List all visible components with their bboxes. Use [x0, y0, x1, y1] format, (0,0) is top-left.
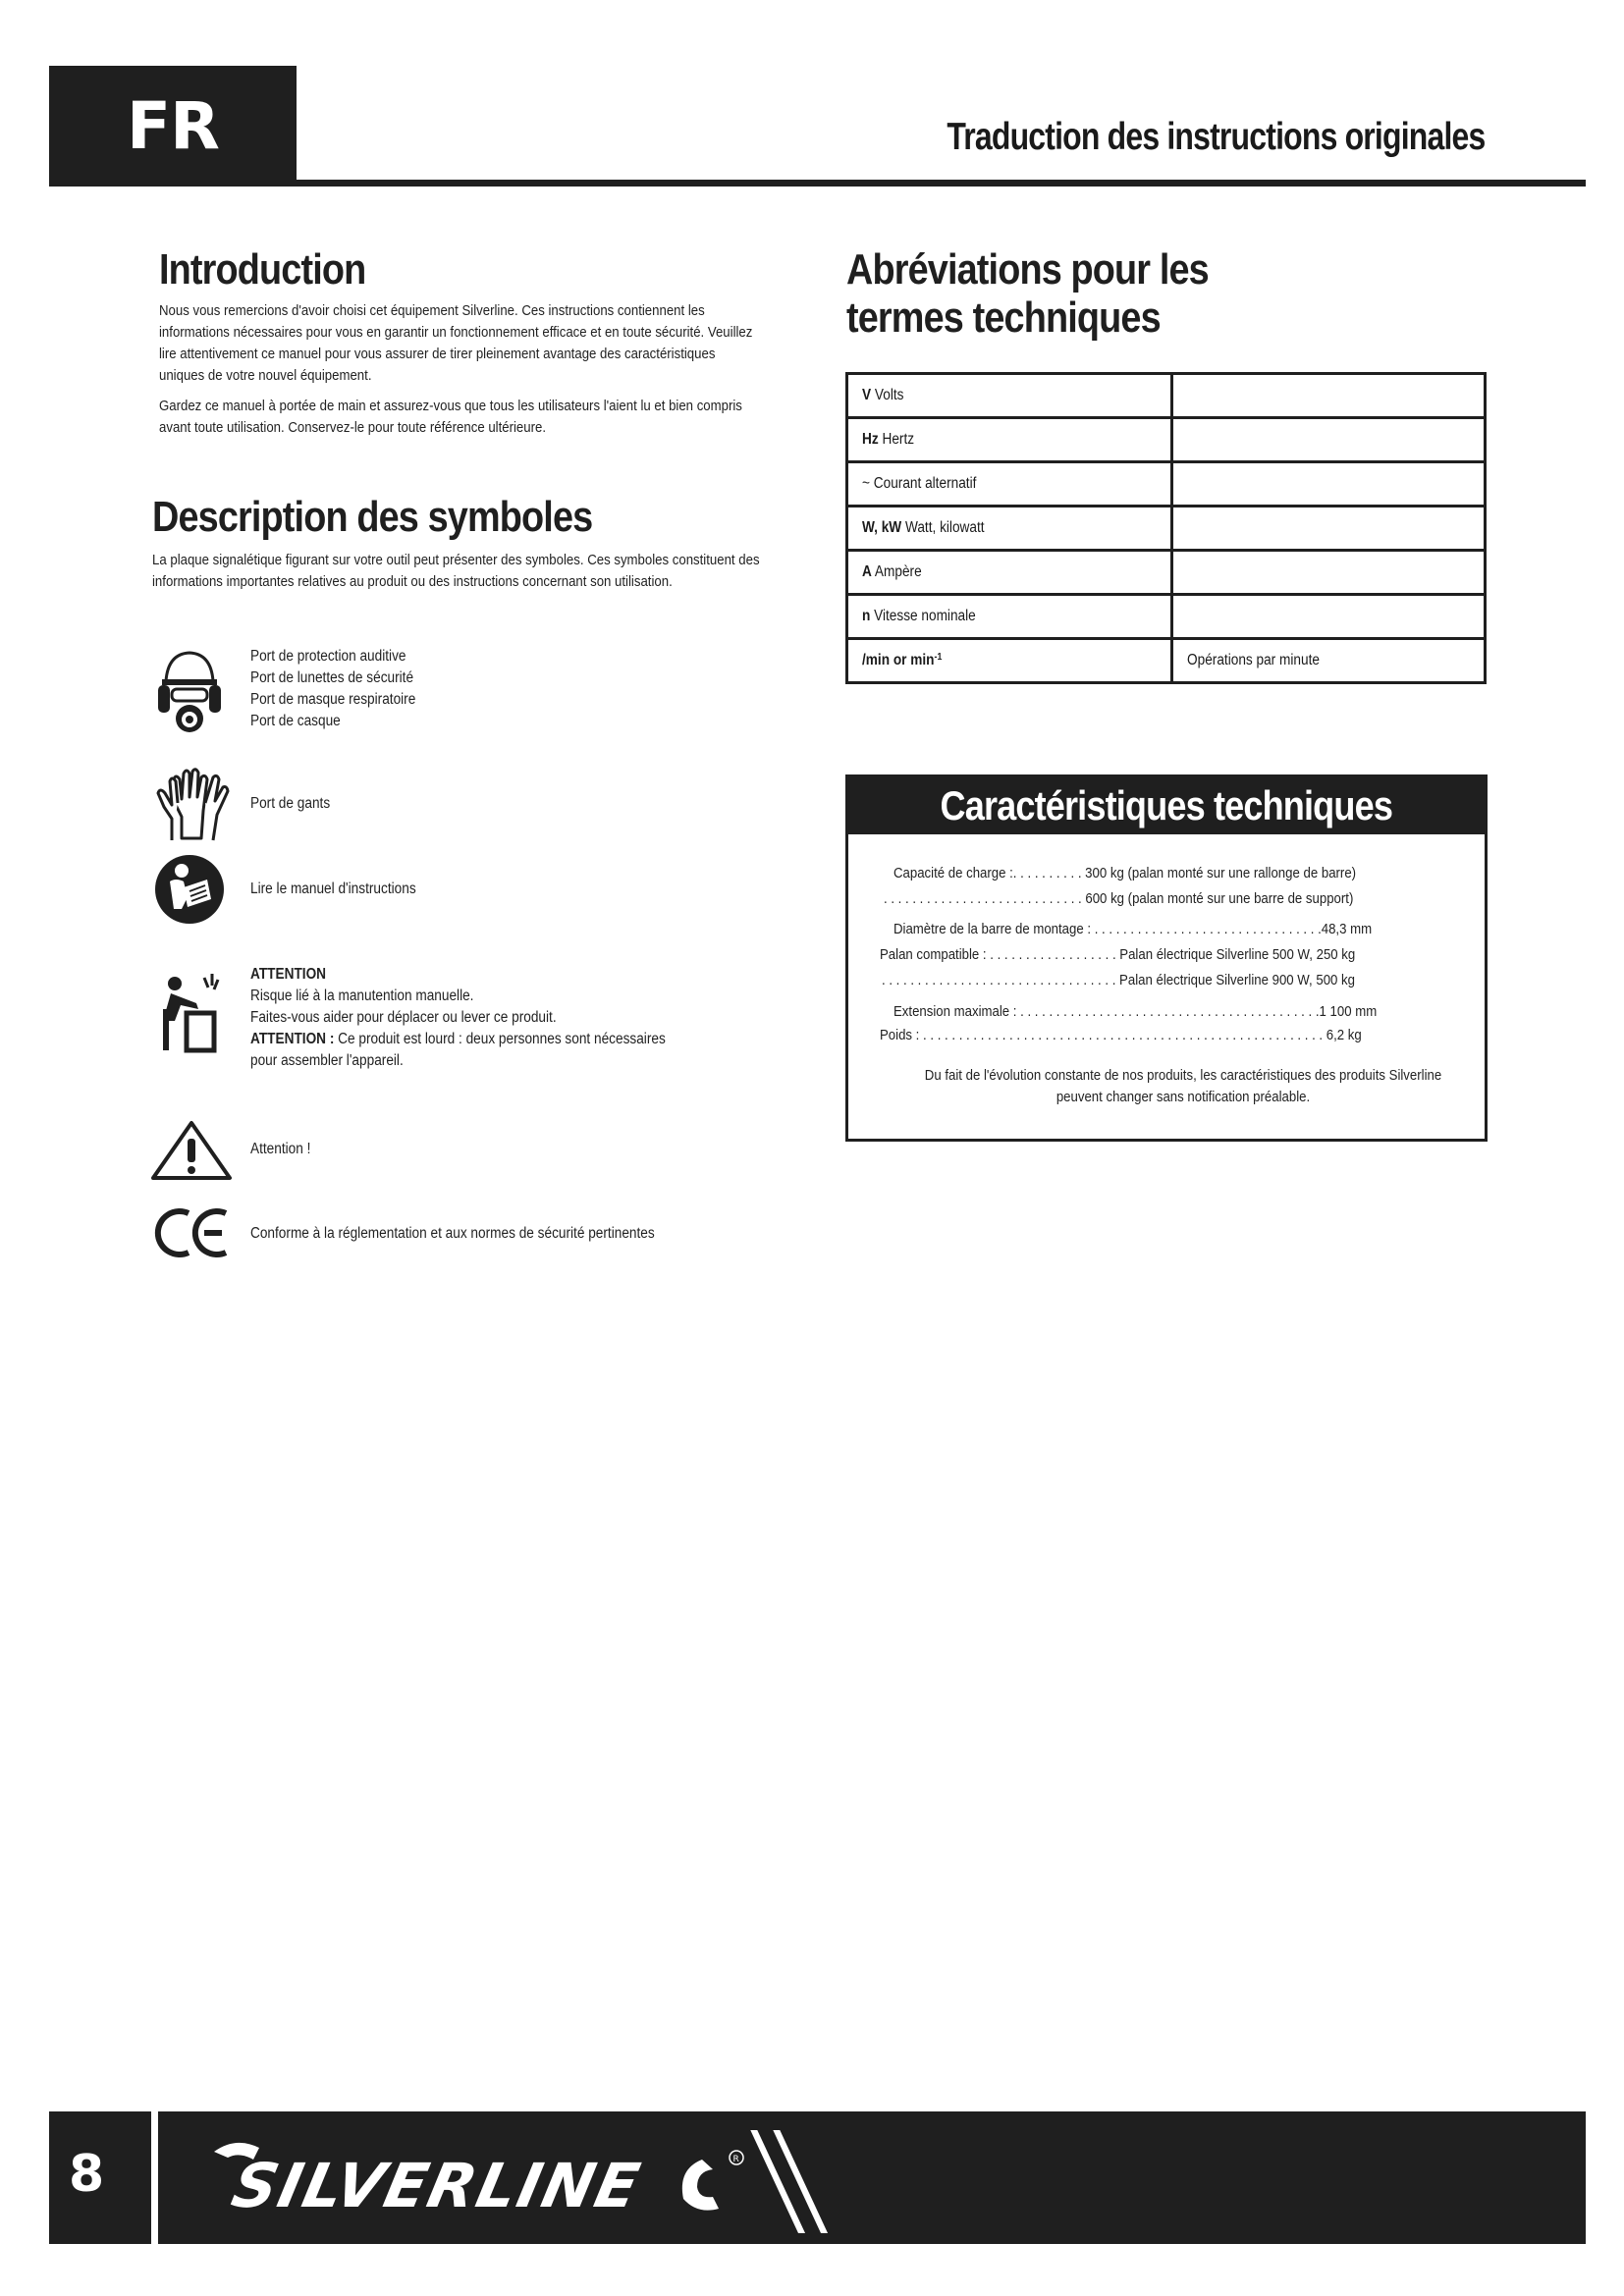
header-rule — [49, 180, 1586, 187]
abbr-code: V — [862, 387, 872, 403]
symbol-ppe-line-1: Port de protection auditive — [250, 648, 406, 665]
ce-mark-icon — [153, 1207, 232, 1258]
symbols-intro-paragraph: La plaque signalétique figurant sur votre outil peut présenter des symboles. Ces symboles constituent des informations importantes relatives au produit ou des instructions concernant son utilisation. — [152, 552, 760, 590]
spec-line-max-extension: Extension maximale : . . . . . . . . . . . . . . . . . . . . . . . . . . . . . . . . . . . . . . . . . .1 100 mm — [893, 1003, 1378, 1020]
symbol-ppe-line-4: Port de casque — [250, 713, 341, 729]
symbol-gloves-line-1: Port de gants — [250, 795, 331, 812]
abbr-code: Hz — [862, 431, 879, 448]
abbr-code: n — [862, 608, 871, 624]
table-row — [847, 418, 1486, 462]
specs-note: Du fait de l'évolution constante de nos produits, les caractéristiques des produits Silverline peuvent changer sans notification préalable. — [924, 1067, 1442, 1105]
spec-line-weight: Poids : . . . . . . . . . . . . . . . . . . . . . . . . . . . . . . . . . . . . . . . . . . . . . . . . . . . . . . . . 6,2 kg — [880, 1027, 1362, 1043]
symbol-ppe-line-2: Port de lunettes de sécurité — [250, 669, 414, 686]
abbreviations-heading-line-2: termes techniques — [846, 294, 1161, 342]
logo-wordmark: SILVERLINE — [226, 2150, 648, 2221]
abbr-code: /min or min — [862, 652, 935, 669]
table-row — [847, 462, 1486, 507]
warning-triangle-icon — [149, 1119, 234, 1182]
abbr-text: Hertz — [878, 431, 915, 448]
ppe-helmet-icon — [154, 648, 225, 738]
specs-heading-text: Caractéristiques techniques — [940, 782, 1393, 828]
abbr-right: Opérations par minute — [1187, 652, 1320, 668]
silverline-logo — [206, 2130, 835, 2233]
page-title: Traduction des instructions originales — [946, 116, 1485, 158]
introduction-paragraph-2: Gardez ce manuel à portée de main et assurez-vous que tous les utilisateurs l'aient lu et bien compris avant toute utilisation. Conservez-le pour toute référence ultérieure. — [159, 398, 742, 436]
abbr-text: Vitesse nominale — [870, 608, 976, 624]
page-number: 8 — [69, 2145, 105, 2204]
abbreviations-heading — [846, 245, 1209, 342]
language-code: FR — [127, 87, 219, 164]
symbol-warning-text — [250, 1139, 310, 1160]
spec-line-load-capacity: Capacité de charge :. . . . . . . . . . 300 kg (palan monté sur une rallonge de barre) — [893, 865, 1357, 881]
symbol-handling-title: ATTENTION — [250, 966, 327, 983]
symbol-gloves-text — [250, 793, 330, 815]
abbr-code: W, kW — [862, 519, 902, 536]
table-row — [847, 595, 1486, 639]
abbr-text: ~ Courant alternatif — [862, 475, 977, 492]
introduction-paragraph-1: Nous vous remercions d'avoir choisi cet équipement Silverline. Ces instructions contiennent les informations nécessaires pour vous en garantir un fonctionnement efficace et en toute sécurité. Veuillez lire attentivement ce manuel pour vous assurer de tirer pleinement avantage des caractéristiques uniques de votre nouvel équipement. — [159, 302, 753, 384]
symbol-ce-text — [250, 1223, 655, 1245]
symbol-handling-text — [250, 964, 666, 1072]
symbol-handling-line-2: Faites-vous aider pour déplacer ou lever ce produit. — [250, 1009, 557, 1026]
abbr-text: Volts — [871, 387, 904, 403]
symbol-handling-line-3: Ce produit est lourd : deux personnes sont nécessaires — [334, 1031, 666, 1047]
abbreviations-table — [845, 372, 1487, 684]
abbreviations-heading-line-1: Abréviations pour les — [846, 245, 1209, 294]
symbols-heading: Description des symboles — [152, 493, 593, 541]
svg-text:R: R — [732, 2155, 739, 2164]
symbol-ce-line-1: Conforme à la réglementation et aux normes de sécurité pertinentes — [250, 1225, 655, 1242]
symbol-manual-line-1: Lire le manuel d'instructions — [250, 881, 416, 897]
read-manual-icon — [154, 854, 225, 925]
spec-line-compatible-hoist-2: . . . . . . . . . . . . . . . . . . . . . . . . . . . . . . . . . Palan électrique Silverline 900 W, 500 kg — [882, 972, 1355, 988]
abbr-text: Watt, kilowatt — [901, 519, 985, 536]
spec-line-load-capacity-2: . . . . . . . . . . . . . . . . . . . . . . . . . . . . 600 kg (palan monté sur une barre de support) — [884, 890, 1354, 907]
manual-handling-icon — [155, 970, 224, 1054]
symbol-handling-attention: ATTENTION : — [250, 1031, 335, 1047]
spec-line-bar-diameter: Diamètre de la barre de montage : . . . . . . . . . . . . . . . . . . . . . . . . . . . . . . . .48,3 mm — [893, 921, 1373, 937]
symbol-handling-line-4: pour assembler l'appareil. — [250, 1052, 404, 1069]
abbr-code: A — [862, 563, 872, 580]
table-row — [847, 374, 1486, 418]
symbol-ppe-line-3: Port de masque respiratoire — [250, 691, 416, 708]
language-badge — [49, 66, 297, 186]
spec-line-compatible-hoist: Palan compatible : . . . . . . . . . . . . . . . . . . Palan électrique Silverline 500 W, 250 kg — [880, 946, 1356, 963]
symbol-manual-text — [250, 879, 416, 900]
table-row — [847, 551, 1486, 595]
table-row — [847, 507, 1486, 551]
symbol-handling-line-1: Risque lié à la manutention manuelle. — [250, 988, 474, 1004]
abbr-superscript: -1 — [934, 651, 943, 663]
specs-heading — [848, 777, 1485, 834]
symbol-warning-line-1: Attention ! — [250, 1141, 311, 1157]
gloves-icon — [152, 768, 233, 842]
table-row — [847, 639, 1486, 683]
abbr-text: Ampère — [871, 563, 922, 580]
introduction-heading: Introduction — [159, 245, 366, 294]
footer-separator — [151, 2111, 158, 2244]
symbol-ppe-text — [250, 646, 415, 732]
